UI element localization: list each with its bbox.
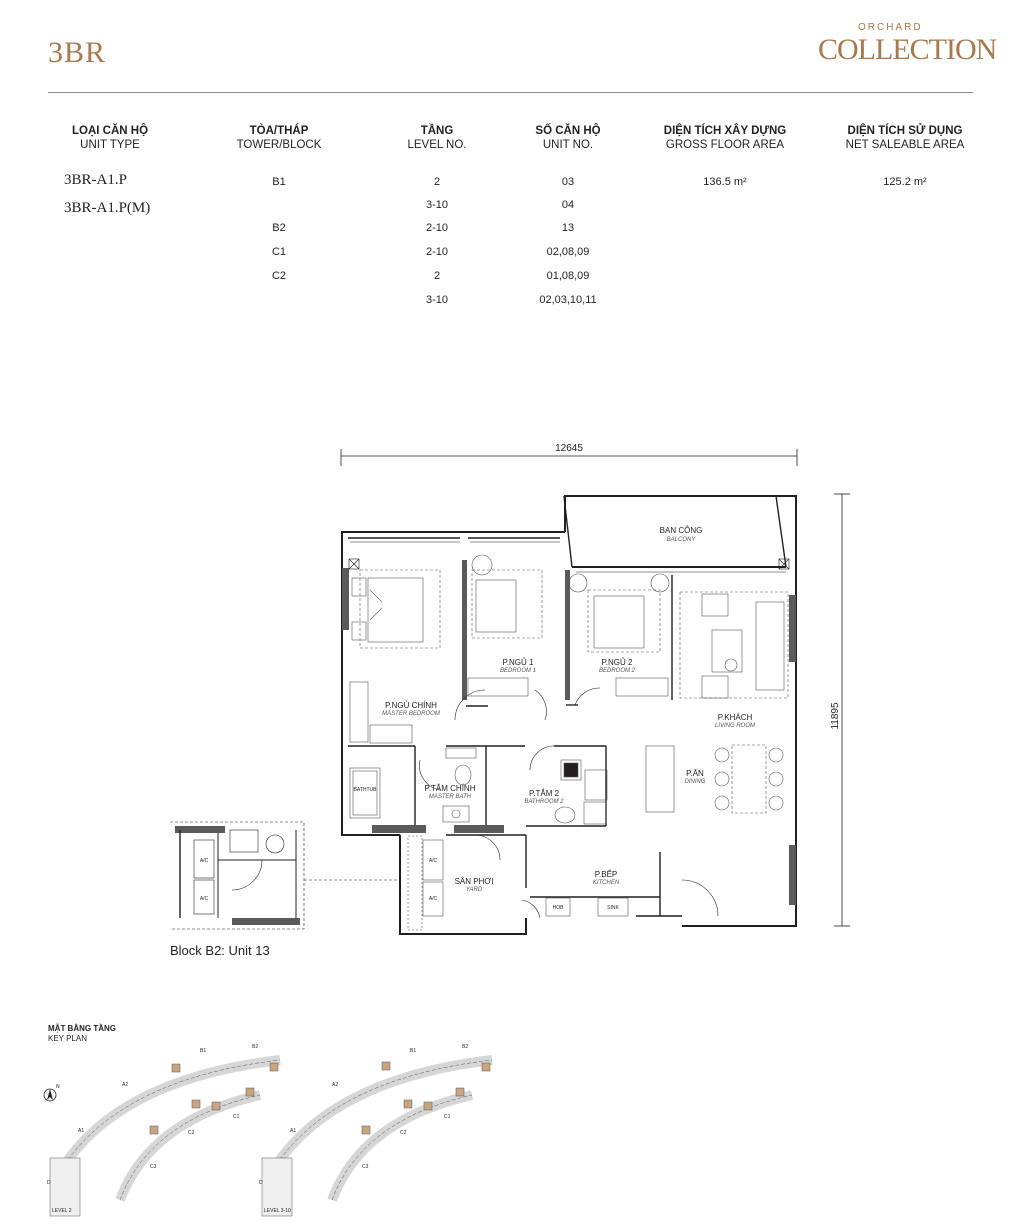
gross-area-value: 136.5 m² [703,176,747,188]
cell-tower: C2 [271,270,287,282]
living-label-en: LIVING ROOM [714,723,756,729]
living-furniture [680,592,788,698]
unit-type-title: 3BR [48,36,107,69]
header-unit-type-en: UNIT TYPE [80,139,140,151]
cell-unit: 02,08,09 [546,246,590,258]
block-label: B1 [200,1048,207,1054]
level-label: LEVEL 2 [52,1208,72,1214]
living-label: P.KHÁCH [717,713,753,722]
yard-label-en: YARD [465,887,483,893]
block-label: A2 [122,1082,129,1088]
dining-label-en: DINING [684,779,706,785]
width-dimension-label: 12645 [555,443,583,454]
block-label: C3 [150,1164,157,1170]
cell-level: 3-10 [425,199,449,211]
key-plan-level2 [50,1060,280,1216]
master-bedroom-label-en: MASTER BEDROOM [382,711,440,717]
key-plan-title: MẶT BẰNG TẦNG [48,1024,116,1033]
level-label: LEVEL 3-10 [264,1208,291,1214]
header-net-area-en: NET SALEABLE AREA [845,139,965,151]
block-label: C1 [444,1114,451,1120]
block-label: D [259,1180,263,1186]
header-gross-area-en: GROSS FLOOR AREA [665,139,785,151]
block-label: A1 [78,1128,85,1134]
kitchen-label: P.BẾP [594,870,618,879]
block-label: C2 [400,1130,407,1136]
sink-label: SINK [607,905,619,911]
header-level-vn: TẦNG [420,125,454,137]
block-label: C1 [233,1114,240,1120]
cell-tower: B1 [272,176,286,188]
header-level-en: LEVEL NO. [407,139,467,151]
block-label: B2 [252,1044,259,1050]
block-label: B2 [462,1044,469,1050]
kitchen-label-en: KITCHEN [592,880,620,886]
cell-level: 2 [433,270,441,282]
height-dimension-label: 11895 [830,702,841,730]
inset-caption: Block B2: Unit 13 [170,943,270,958]
cell-unit: 13 [561,222,575,234]
cell-level: 2-10 [425,246,449,258]
key-plan-subtitle: KEY PLAN [48,1034,87,1043]
cell-level: 3-10 [425,294,449,306]
cell-unit: 03 [561,176,575,188]
unit-type-value: 3BR-A1.P(M) [64,200,151,216]
bathroom2-label: P.TẮM 2 [528,789,560,798]
cell-tower: C1 [271,246,287,258]
bedroom2-label-en: BEDROOM 2 [598,668,636,674]
bathroom2-label-en: BATHROOM 2 [524,799,564,805]
yard-label: SÂN PHƠI [454,877,494,886]
balcony-label: BAN CÔNG [659,526,703,535]
cell-unit: 01,08,09 [546,270,590,282]
key-plan-diagrams [0,1040,1010,1230]
brand-collection-logo: COLLECTION [818,33,997,66]
bedroom2-bed [569,574,669,696]
yard-ac-units [408,836,443,930]
unit-type-value: 3BR-A1.P [64,172,127,188]
block-label: D [47,1180,51,1186]
bathroom2-fixtures [555,760,607,824]
cell-unit: 02,03,10,11 [539,294,597,306]
header-net-area-vn: DIỆN TÍCH SỬ DỤNG [847,125,963,137]
balcony-label-en: BALCONY [666,537,696,543]
cell-level: 2-10 [425,222,449,234]
cell-level: 2 [433,176,441,188]
bathtub [350,768,380,818]
master-bedroom-label: P.NGỦ CHÍNH [385,701,437,710]
block-label: B1 [410,1048,417,1054]
dining-table [646,745,783,813]
block-label: A1 [290,1128,297,1134]
master-bed [352,570,440,648]
header-tower-en: TOWER/BLOCK [236,139,322,151]
ac-label: A/C [428,858,438,864]
hob-label: HOB [552,905,564,911]
block-label: C2 [188,1130,195,1136]
bedroom1-label-en: BEDROOM 1 [499,668,537,674]
inset-ac-label: A/C [199,858,209,864]
header-unit-no-en: UNIT NO. [542,139,594,151]
dining-label: P.ĂN [686,769,704,778]
header-tower-vn: TÒA/THÁP [249,125,309,137]
master-bath-label-en: MASTER BATH [428,794,472,800]
key-plan-level3-10 [262,1060,492,1216]
inset-ac-label: A/C [199,896,209,902]
header-gross-area-vn: DIỆN TÍCH XÂY DỰNG [663,125,787,137]
north-arrow-icon [44,1089,56,1101]
inset-plan-b2 [170,822,400,929]
net-area-value: 125.2 m² [883,176,927,188]
brand-orchard: ORCHARD [858,22,923,33]
block-label: A2 [332,1082,339,1088]
bathtub-label: BATHTUB [353,787,377,793]
bedroom1-bed [468,555,542,696]
north-label: N [56,1084,60,1090]
master-bath-label: P.TẮM CHÍNH [424,784,476,793]
cell-tower: B2 [272,222,286,234]
block-label: C3 [362,1164,369,1170]
bedroom2-label: P.NGỦ 2 [601,658,633,667]
header-unit-no-vn: SỐ CĂN HỘ [535,125,601,137]
cell-unit: 04 [561,199,575,211]
bedroom1-label: P.NGỦ 1 [502,658,534,667]
header-unit-type-vn: LOẠI CĂN HỘ [71,125,149,137]
ac-label: A/C [428,896,438,902]
